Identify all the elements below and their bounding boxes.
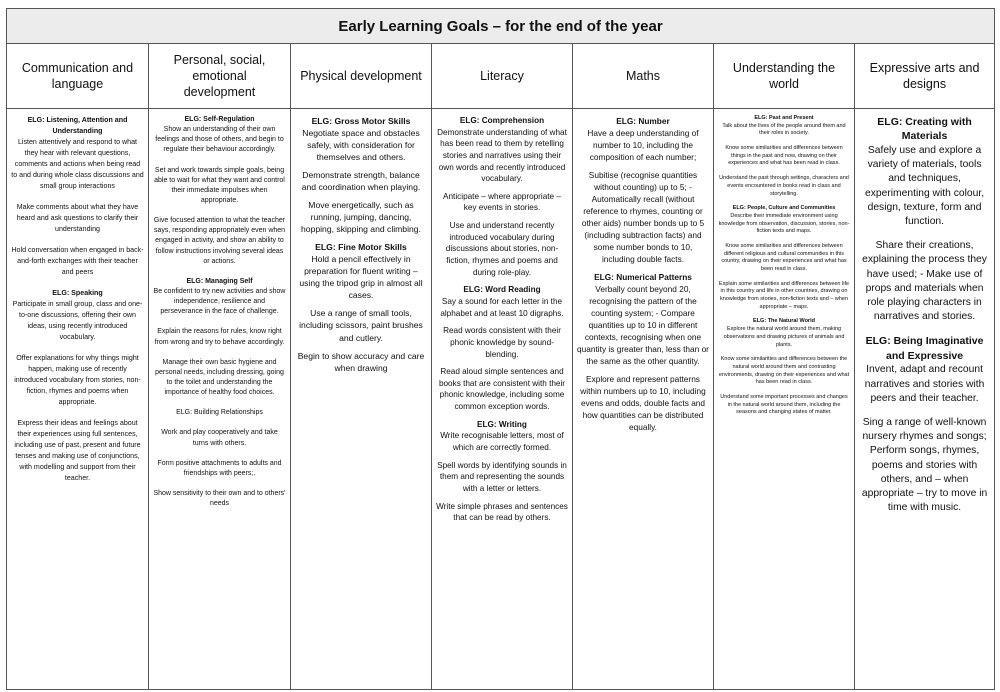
elg-section-title: ELG: Speaking <box>52 288 103 297</box>
table-title: Early Learning Goals – for the end of the year <box>7 9 995 44</box>
elg-statement: Write simple phrases and sentences that can be read by others. <box>436 501 568 523</box>
elg-statement: Know some similarities and differences between the natural world around them and contrasting environments, drawing on their experiences and what has been read in class. <box>718 356 850 386</box>
column-content-communication-and-language <box>7 109 149 690</box>
elg-statement: Move energetically, such as running, jumping, dancing, hopping, skipping and climbing. <box>301 200 421 235</box>
elg-statement: Listen attentively and respond to what they hear with relevant questions, comments and actions when being read to and during whole class discussions and small group interactions <box>11 137 144 190</box>
elg-statement: ELG: Building Relationships <box>176 409 263 417</box>
elg-statement: Work and play cooperatively and take turns with others. <box>161 429 278 447</box>
elg-statement: Be confident to try new activities and show independence, resilience and perseverance in the face of challenge. <box>153 287 286 316</box>
column-heading-physical-development: Physical development <box>291 44 432 109</box>
elg-section-title: ELG: Managing Self <box>186 277 253 285</box>
elg-section-title: ELG: Creating with Materials <box>877 116 972 143</box>
elg-statement: Talk about the lives of the people around them and their roles in society. <box>722 122 846 137</box>
column-content-physical-development <box>291 109 432 690</box>
elg-section-title: ELG: Fine Motor Skills <box>315 242 407 253</box>
column-heading-expressive-arts: Expressive arts and designs <box>855 44 995 109</box>
elg-statement: Describe their immediate environment using knowledge from observation, discussion, stories, non-fiction texts and maps. <box>718 212 850 235</box>
elg-statement: Anticipate – where appropriate – key events in stories. <box>443 191 561 213</box>
elg-statement: Hold a pencil effectively in preparation for fluent writing – using the tripod grip in almost all cases. <box>299 254 423 301</box>
elg-statement: Begin to show accuracy and care when drawing <box>297 350 425 373</box>
elg-statement: Know some similarities and differences between different religious and cultural communities in this country, drawing on their experiences and what has been read in class. <box>721 242 847 272</box>
elg-section-title: ELG: Comprehension <box>459 116 545 125</box>
column-heading-communication-and-language: Communication and language <box>7 44 149 109</box>
column-content-row <box>7 109 995 690</box>
elg-statement: Show an understanding of their own feelings and those of others, and begin to regulate their behaviour accordingly. <box>155 126 284 154</box>
elg-section-title: ELG: Self-Regulation <box>184 116 255 123</box>
elg-statement: Use a range of small tools, including scissors, paint brushes and cutlery. <box>299 308 423 343</box>
column-heading-understanding-the-world: Understanding the world <box>714 44 855 109</box>
column-content-expressive-arts <box>855 109 995 690</box>
elg-statement: Demonstrate understanding of what has been read to them by retelling stories and narratives using their own words and recently introduced vocabulary. <box>437 127 567 184</box>
elg-statement: Explain some similarities and differences between life in this country and life in other countries, drawing on knowledge from stories, non-fiction texts and – when appropriate – maps. <box>718 280 850 310</box>
elg-statement: Say a sound for each letter in the alphabet and at least 10 digraphs. <box>440 296 564 318</box>
elg-statement: Safely use and explore a variety of materials, tools and techniques, experimenting with colour, design, texture, form and function. <box>865 144 985 227</box>
elg-statement: Write recognisable letters, most of which are correctly formed. <box>440 431 564 453</box>
elg-statement: Explore and represent patterns within numbers up to 10, including evens and odds, double facts and how quantities can be distributed equally. <box>580 374 706 433</box>
elg-section-title: ELG: Word Reading <box>463 285 541 295</box>
elg-section-title: ELG: Being Imaginative and Expressive <box>865 335 984 362</box>
elg-section-title: ELG: Writing <box>477 419 527 429</box>
column-heading-maths: Maths <box>573 44 714 109</box>
elg-section-title: ELG: People, Culture and Communities <box>732 205 836 212</box>
elg-statement: Sing a range of well-known nursery rhymes and songs; Perform songs, rhymes, poems and stories with others, and – when appropriate – try to move in time with music. <box>861 416 988 514</box>
elg-statement: Offer explanations for why things might happen, making use of recently introduced vocabulary from stories, non-fiction, rhymes and poems when appropriate. <box>14 353 141 406</box>
elg-statement: Make comments about what they have heard and ask questions to clarify their understanding <box>16 202 139 233</box>
elg-statement: Subitise (recognise quantities without counting) up to 5; - Automatically recall (without reference to rhymes, counting or other aids) number bonds up to 5 (including subtraction facts) and some number bonds to 10, including double facts. <box>581 170 705 265</box>
early-learning-goals-table <box>6 8 995 690</box>
elg-statement: Negotiate space and obstacles safely, with consideration for themselves and others. <box>302 128 420 163</box>
elg-statement: Understand the past through settings, characters and events encountered in books read in class and storytelling. <box>719 175 849 197</box>
column-content-personal-social-emotional <box>149 109 291 690</box>
elg-section-title: ELG: Numerical Patterns <box>594 272 692 283</box>
elg-statement: Have a deep understanding of number to 10, including the composition of each number; <box>587 128 699 163</box>
elg-statement: Form positive attachments to adults and friendships with peers;. <box>157 459 282 477</box>
elg-statement: Understand some important processes and changes in the natural world around them, including the seasons and changing states of matter. <box>720 393 848 416</box>
elg-statement: Show sensitivity to their own and to others' needs <box>153 489 286 508</box>
elg-section-title: ELG: Listening, Attention and Understanding <box>27 116 128 135</box>
column-heading-personal-social-emotional: Personal, social, emotional development <box>149 44 291 109</box>
column-heading-literacy: Literacy <box>432 44 573 109</box>
elg-section-title: ELG: Past and Present <box>754 115 814 121</box>
elg-statement: Read words consistent with their phonic knowledge by sound-blending. <box>443 326 561 359</box>
column-content-literacy <box>432 109 573 690</box>
elg-statement: Know some similarities and differences between things in the past and now, drawing on their experiences and what has been read in class. <box>725 145 843 167</box>
elg-statement: Explore the natural world around them, making observations and drawing pictures of animals and plants. <box>723 326 845 348</box>
column-content-maths <box>573 109 714 690</box>
elg-statement: Explain the reasons for rules, know right from wrong and try to behave accordingly. <box>154 328 285 346</box>
elg-statement: Manage their own basic hygiene and personal needs, including dressing, going to the toilet and understanding the importance of healthy food choices. <box>155 358 284 397</box>
elg-section-title: ELG: The Natural World <box>753 318 815 325</box>
elg-statement: Verbally count beyond 20, recognising the pattern of the counting system; - Compare quantities up to 10 in different contexts, recognising when one quantity is greater than, less than or the same as the other quantity. <box>577 284 709 367</box>
column-content-understanding-the-world <box>714 109 855 690</box>
elg-statement: Spell words by identifying sounds in them and representing the sounds with a letter or letters. <box>437 460 567 493</box>
column-headings-row <box>7 44 995 109</box>
elg-statement: Participate in small group, class and one-to-one discussions, offering their own ideas, using recently introduced vocabulary. <box>12 299 143 341</box>
elg-statement: Demonstrate strength, balance and coordination when playing. <box>301 170 421 193</box>
elg-statement: Invent, adapt and recount narratives and stories with peers and their teacher. <box>864 364 985 404</box>
elg-statement: Set and work towards simple goals, being able to wait for what they want and control their immediate impulses when appropriate. <box>154 166 285 204</box>
elg-section-title: ELG: Number <box>616 116 670 126</box>
elg-statement: Express their ideas and feelings about their experiences using full sentences, including use of past, present and future tenses and making use of conjunctions, with modelling and support from their teacher. <box>14 418 141 482</box>
elg-statement: Use and understand recently introduced vocabulary during discussions about stories, non-fiction, rhymes and poems and during role-play. <box>445 221 559 277</box>
elg-statement: Give focused attention to what the teacher says, responding appropriately even when engaged in activity, and show an ability to follow instructions involving several ideas or actions. <box>153 217 286 265</box>
elg-statement: Hold conversation when engaged in back-and-forth exchanges with their teacher and peers <box>11 245 144 276</box>
elg-section-title: ELG: Gross Motor Skills <box>311 116 411 126</box>
elg-statement: Share their creations, explaining the process they have used; - Make use of props and materials when role playing characters in narratives and stories. <box>862 240 987 323</box>
elg-statement: Read aloud simple sentences and books that are consistent with their phonic knowledge, including some common exception words. <box>438 367 566 412</box>
